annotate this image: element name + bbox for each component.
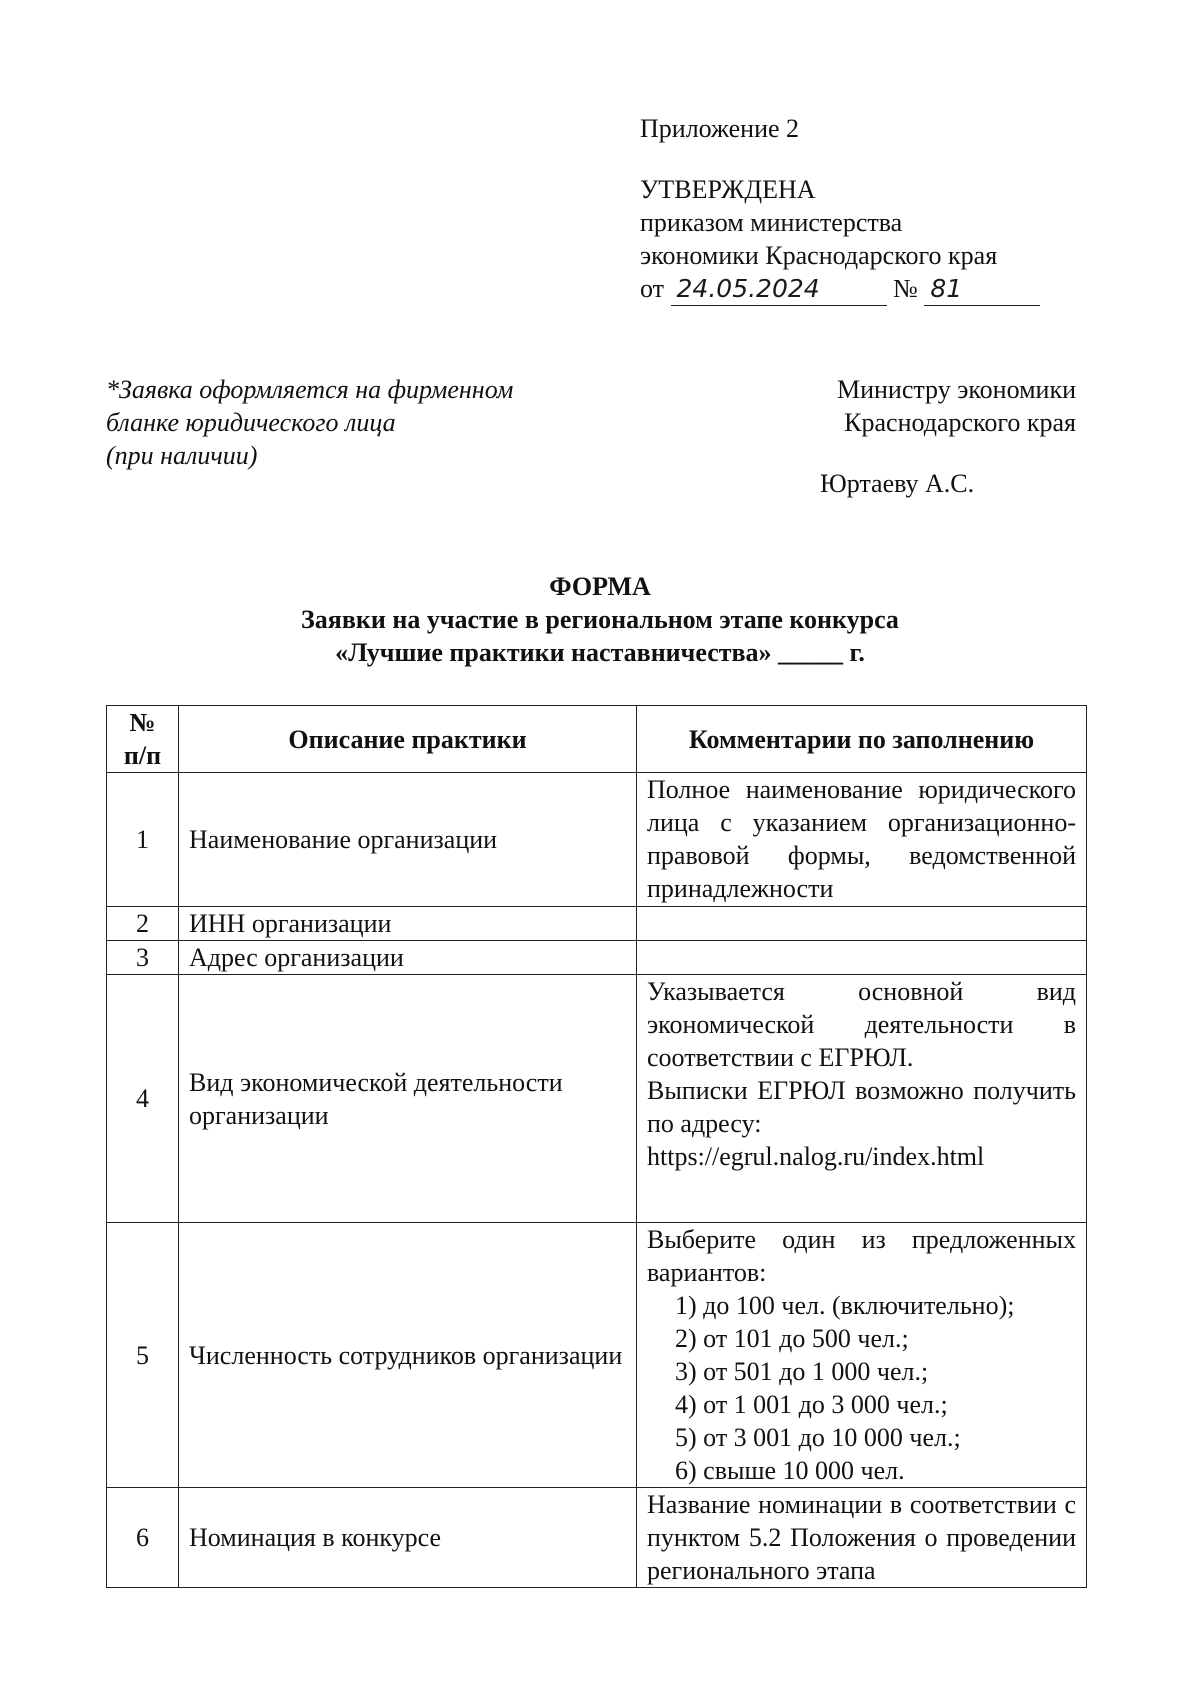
list-item: 6) свыше 10 000 чел. [675, 1456, 905, 1485]
row-comment [637, 975, 1087, 1223]
row-description: Численность сотрудников организации [179, 1223, 637, 1488]
table-header-row [107, 706, 1087, 773]
row-comment [637, 941, 1087, 975]
row-number: 5 [107, 1223, 179, 1488]
row-comment: Название номинации в соответствии с пунктом 5.2 Положения о проведении регионального этапа [637, 1488, 1087, 1588]
number-prefix: № [893, 274, 918, 303]
approved-by-line1: приказом министерства [640, 208, 903, 237]
title-line2: Заявки на участие в региональном этапе конкурса [301, 605, 899, 634]
row-description: Номинация в конкурсе [179, 1488, 637, 1588]
row-description: ИНН организации [179, 907, 637, 941]
table-row [107, 941, 1087, 975]
employee-count-options [647, 1289, 1076, 1487]
row-number: 3 [107, 941, 179, 975]
form-title [0, 570, 1200, 669]
list-item: 2) от 101 до 500 чел.; [675, 1324, 909, 1353]
addressee-block [816, 373, 1076, 500]
row-description: Адрес организации [179, 941, 637, 975]
addressee-name: Юртаеву А.С. [820, 469, 975, 498]
row-number: 2 [107, 907, 179, 941]
row-number: 1 [107, 773, 179, 907]
header-comment: Комментарии по заполнению [637, 706, 1087, 773]
comment-line: Выписки ЕГРЮЛ возможно получить по адресу: [647, 1076, 1076, 1138]
table-row [107, 975, 1087, 1223]
table-row [107, 1488, 1087, 1588]
note-line1: *Заявка оформляется на фирменном [106, 375, 514, 404]
list-item: 1) до 100 чел. (включительно); [675, 1291, 1015, 1320]
comment-line: Указывается основной вид экономической деятельности в соответствии с ЕГРЮЛ. [647, 977, 1076, 1072]
list-item: 4) от 1 001 до 3 000 чел.; [675, 1390, 948, 1419]
row-number: 4 [107, 975, 179, 1223]
row-comment: Полное наименование юридического лица с указанием организационно-правовой формы, ведомственной принадлежности [637, 773, 1087, 907]
list-item: 5) от 3 001 до 10 000 чел.; [675, 1423, 961, 1452]
order-date-handwritten: 24.05.2024 [671, 272, 887, 306]
table-row [107, 907, 1087, 941]
approved-label: УТВЕРЖДЕНА [640, 175, 816, 204]
table-row [107, 773, 1087, 907]
note-line3: (при наличии) [106, 441, 258, 470]
row-number: 6 [107, 1488, 179, 1588]
title-line3: «Лучшие практики наставничества» _____ г. [335, 638, 865, 667]
letterhead-note [106, 373, 513, 472]
list-item: 3) от 501 до 1 000 чел.; [675, 1357, 929, 1386]
egrul-url: https://egrul.nalog.ru/index.html [647, 1142, 985, 1171]
comment-intro: Выберите один из предложенных вариантов: [647, 1225, 1076, 1287]
appendix-label: Приложение 2 [640, 114, 800, 143]
note-line2: бланке юридического лица [106, 408, 396, 437]
header-desc: Описание практики [179, 706, 637, 773]
date-prefix: от [640, 274, 665, 303]
approval-block [640, 112, 1040, 306]
order-date-line [640, 272, 1040, 306]
addressee-line1: Министру экономики [836, 375, 1076, 404]
row-comment [637, 907, 1087, 941]
title-line1: ФОРМА [549, 572, 651, 601]
application-form-table [106, 705, 1087, 1588]
addressee-line2: Краснодарского края [844, 408, 1076, 437]
header-num: № п/п [107, 706, 179, 773]
row-description: Наименование организации [179, 773, 637, 907]
order-number-handwritten: 81 [924, 272, 1040, 306]
approved-by-line2: экономики Краснодарского края [640, 241, 998, 270]
row-comment [637, 1223, 1087, 1488]
row-description: Вид экономической деятельности организации [179, 975, 637, 1223]
table-row [107, 1223, 1087, 1488]
